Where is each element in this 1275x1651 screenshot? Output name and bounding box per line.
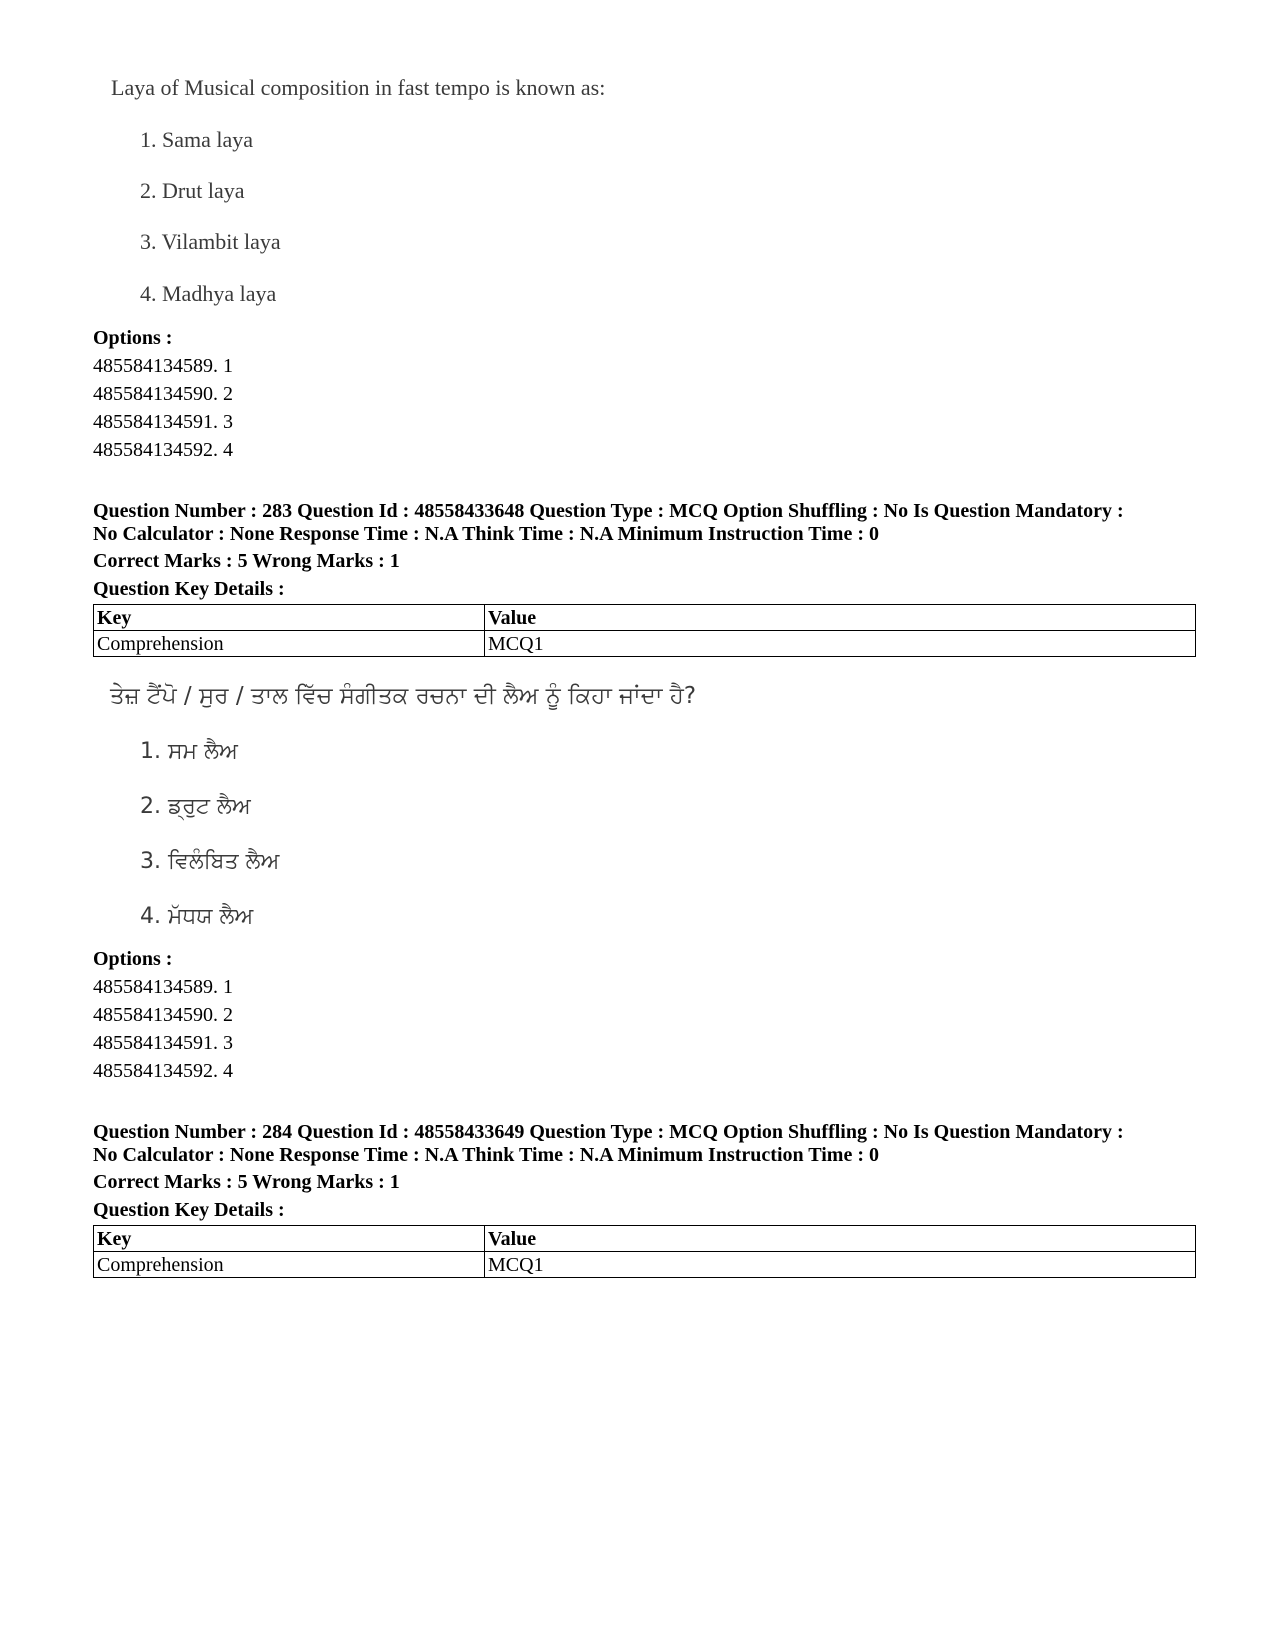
table-header-key: Key [94,605,485,631]
table-cell-value: MCQ1 [485,1252,1196,1278]
table-header-value: Value [485,1226,1196,1252]
table-cell-key: Comprehension [94,1252,485,1278]
question-title: ਤੇਜ਼ ਟੈਂਪੋ / ਸੁਰ / ਤਾਲ ਵਿੱਚ ਸੰਗੀਤਕ ਰਚਨਾ ਦੀ ਲੈਅ ਨੂੰ ਕਿਹਾ ਜਾਂਦਾ ਹੈ? [110,683,697,709]
table-header-row [94,1226,1196,1252]
option-id: 485584134589. 1 [93,355,233,377]
table-cell-key: Comprehension [94,631,485,657]
option-id: 485584134591. 3 [93,411,233,433]
question-marks: Correct Marks : 5 Wrong Marks : 1 [93,1171,400,1193]
options-heading: Options : [93,948,173,970]
table-row [94,1252,1196,1278]
options-heading: Options : [93,327,173,349]
key-details-heading: Question Key Details : [93,1199,285,1221]
question-option-4: 4. ਮੱਧਯ ਲੈਅ [140,904,254,929]
question-option-3: 3. ਵਿਲੰਬਿਤ ਲੈਅ [140,849,280,874]
table-cell-value: MCQ1 [485,631,1196,657]
table-header-value: Value [485,605,1196,631]
question-meta-line2: No Calculator : None Response Time : N.A Think Time : N.A Minimum Instruction Time : 0 [93,1144,879,1166]
option-id: 485584134589. 1 [93,976,233,998]
option-id: 485584134592. 4 [93,439,233,461]
question-option-3: 3. Vilambit laya [140,229,281,254]
option-id: 485584134592. 4 [93,1060,233,1082]
options-list [93,352,233,464]
question-meta-line2: No Calculator : None Response Time : N.A Think Time : N.A Minimum Instruction Time : 0 [93,523,879,545]
table-row [94,631,1196,657]
key-details-table [93,604,1196,657]
question-meta-line1: Question Number : 283 Question Id : 48558433648 Question Type : MCQ Option Shuffling : No Is Question Mandatory : [93,500,1124,522]
table-header-key: Key [94,1226,485,1252]
key-details-table [93,1225,1196,1278]
option-id: 485584134591. 3 [93,1032,233,1054]
question-option-1: 1. Sama laya [140,127,254,152]
question-option-2: 2. ਡ੍ਰੁਟ ਲੈਅ [140,794,251,819]
table-header-row [94,605,1196,631]
options-list [93,973,233,1085]
question-title: Laya of Musical composition in fast tempo is known as: [111,75,606,100]
option-id: 485584134590. 2 [93,383,233,405]
question-option-2: 2. Drut laya [140,178,245,203]
question-meta-line1: Question Number : 284 Question Id : 48558433649 Question Type : MCQ Option Shuffling : No Is Question Mandatory : [93,1121,1124,1143]
option-id: 485584134590. 2 [93,1004,233,1026]
question-marks: Correct Marks : 5 Wrong Marks : 1 [93,550,400,572]
key-details-heading: Question Key Details : [93,578,285,600]
question-option-1: 1. ਸਮ ਲੈਅ [140,739,238,764]
question-option-4: 4. Madhya laya [140,281,277,306]
